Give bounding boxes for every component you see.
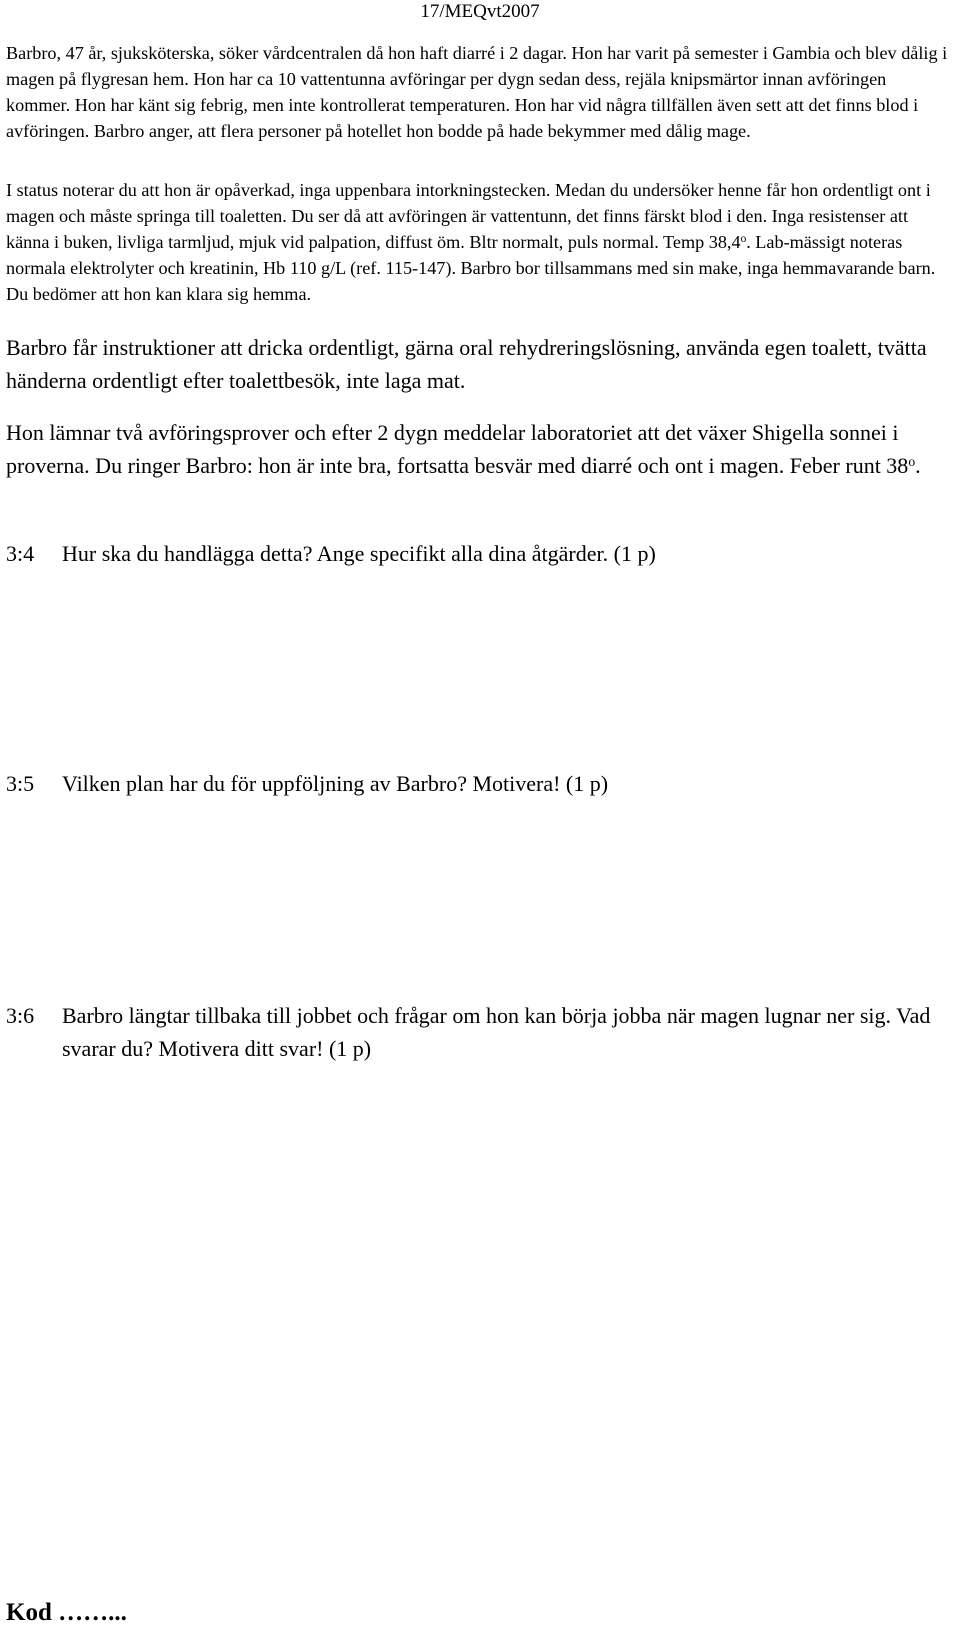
kod-label: Kod ……... <box>6 1599 127 1626</box>
lab-result-text-part-1: Hon lämnar två avföringsprover och efter 2 dygn meddelar laboratoriet att det växer Shigella sonnei i proverna. Du ringer Barbro: hon är inte bra, fortsatta besvär med diarré och ont i magen. Feber runt 38 <box>6 420 909 478</box>
status-text-part-2: . Lab-mässigt noteras normala elektrolyter och kreatinin, Hb 110 g/L (ref. 115-147). Barbro bor tillsammans med sin make, inga hemmavarande barn. Du bedömer att hon kan klara sig hemma. <box>6 232 936 304</box>
question-text: Hur ska du handlägga detta? Ange specifikt alla dina åtgärder. (1 p) <box>62 541 656 566</box>
question-3-6 <box>6 999 952 1065</box>
question-number: 3:6 <box>6 1003 35 1028</box>
instructions-paragraph: Barbro får instruktioner att dricka ordentligt, gärna oral rehydreringslösning, använda egen toalett, tvätta händerna ordentligt efter toalettbesök, inte laga mat. <box>6 335 927 393</box>
case-intro-paragraph: Barbro, 47 år, sjuksköterska, söker vårdcentralen då hon haft diarré i 2 dagar. Hon har varit på semester i Gambia och blev dålig i magen på flygresan hem. Hon har ca 10 vattentunna avföringar per dygn sedan dess, rejäla knipsmärtor innan avföringen kommer. Hon har känt sig febrig, men inte kontrollerat temperaturen. Hon har vid några tillfällen även sett att det finns blod i avföringen. Barbro anger, att flera personer på hotellet hon bodde på hade bekymmer med dålig mage. <box>6 43 948 141</box>
degree-symbol: o <box>908 454 916 470</box>
status-text-part-1: I status noterar du att hon är opåverkad, inga uppenbara intorkningstecken. Medan du undersöker henne får hon ordentligt ont i magen och måste springa till toaletten. Du ser då att avföringen är vattentunn, det finns färskt blod i den. Inga resistenser att känna i buken, livliga tarmljud, mjuk vid palpation, diffust öm. Bltr normalt, puls normal. Temp 38,4 <box>6 180 931 252</box>
lab-result-text-part-2: . <box>915 453 921 478</box>
question-3-5 <box>6 767 952 800</box>
case-status-paragraph <box>6 177 952 307</box>
lab-result-paragraph <box>6 416 952 482</box>
document-code-header: 17/MEQvt2007 <box>420 1 540 22</box>
question-3-4 <box>6 537 952 570</box>
question-number: 3:5 <box>6 771 35 796</box>
question-number: 3:4 <box>6 541 35 566</box>
question-text: Vilken plan har du för uppföljning av Barbro? Motivera! (1 p) <box>62 771 609 796</box>
degree-symbol: o <box>740 233 747 246</box>
question-text: Barbro längtar tillbaka till jobbet och frågar om hon kan börja jobba när magen lugnar ner sig. Vad svarar du? Motivera ditt svar! (1 p) <box>62 1003 931 1061</box>
